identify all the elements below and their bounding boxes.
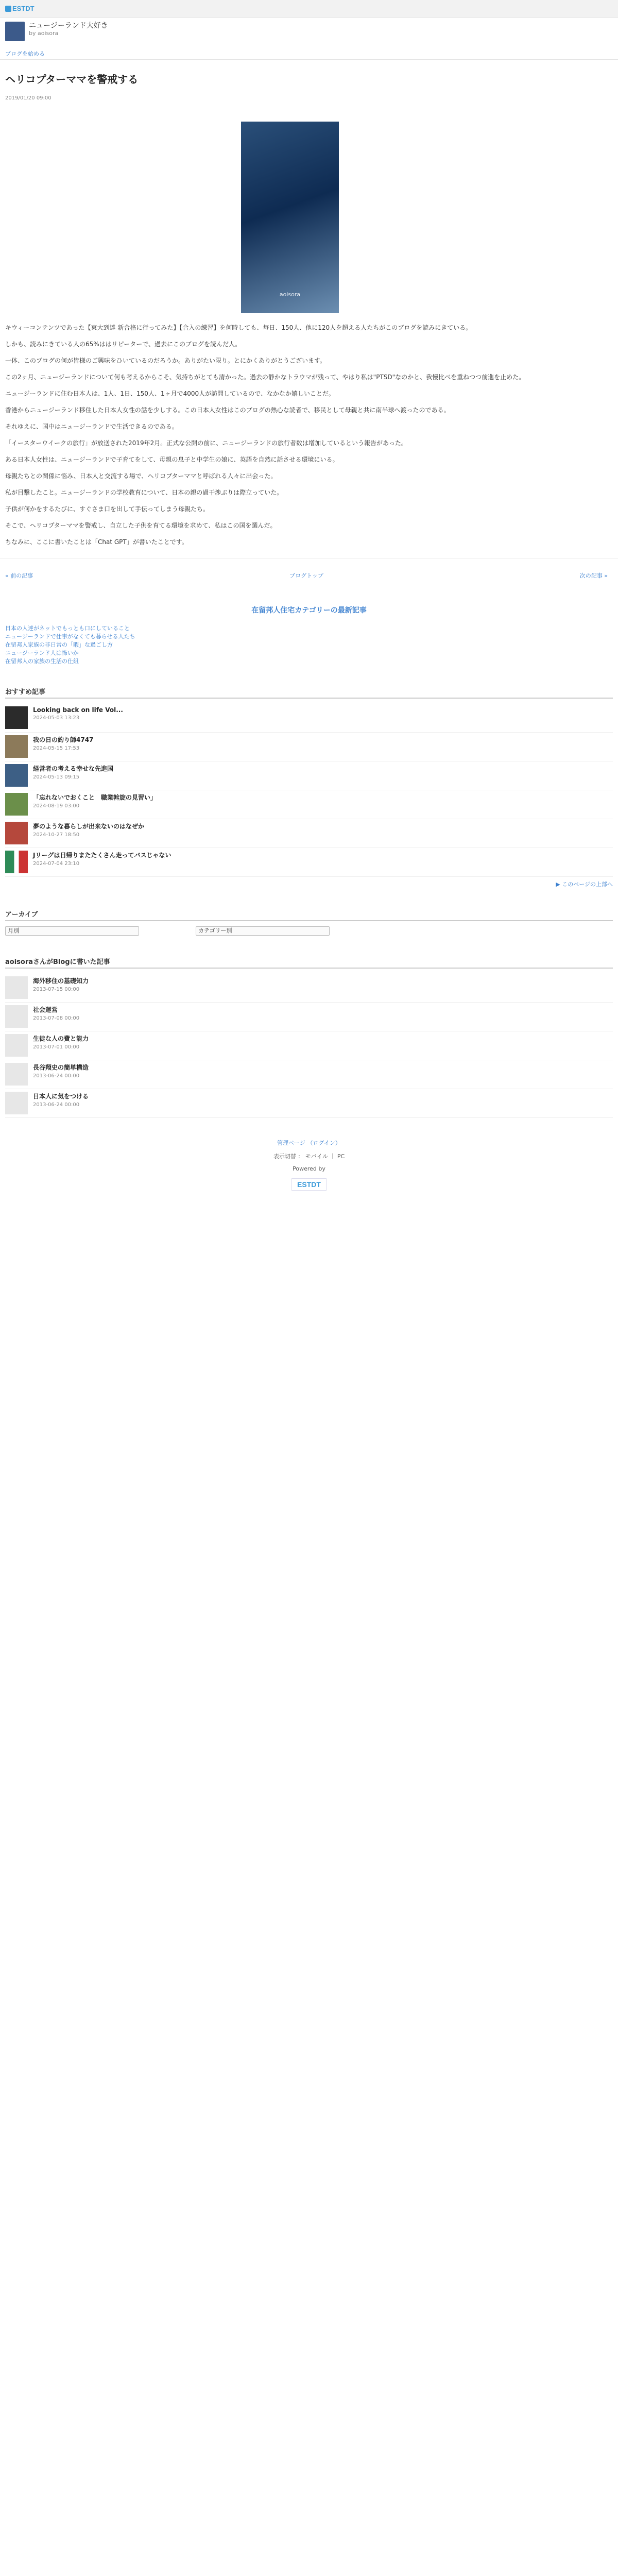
list-item[interactable] (5, 1089, 613, 1118)
category-select[interactable]: カテゴリー別 (196, 926, 330, 936)
archive-section (5, 909, 613, 936)
item-title: Looking back on life Vol... (33, 706, 123, 714)
item-title: 経営者の考える幸せな先進国 (33, 765, 114, 772)
related-item[interactable]: ニュージーランドで仕事がなくても暮らせる人たち (5, 633, 135, 640)
item-date: 2013-07-15 00:00 (33, 987, 80, 992)
logo-text: ESTDT (12, 5, 35, 12)
thumbnail (5, 1092, 28, 1114)
paragraph: 「イースターウイークの旅行」が放送された2019年2月。正式な公開の前に、ニュージーランドの旅行者数は増加しているという報告があった。 (5, 439, 407, 447)
item-date: 2013-06-24 00:00 (33, 1073, 80, 1079)
photo-caption: aoisora (279, 291, 301, 298)
item-date: 2013-07-08 00:00 (33, 1015, 80, 1021)
paragraph: 私が目撃したこと。ニュージーランドの学校教育について、日本の親の過干渉ぶりは際立っていた。 (5, 489, 283, 496)
page-footer (0, 1139, 618, 1191)
display-mode-switch[interactable]: 表示切替 ： モバイル ｜ PC (273, 1153, 345, 1160)
next-post-link[interactable]: 次の記事 » (579, 572, 608, 579)
item-title: 長谷翔史の簡単構造 (33, 1064, 89, 1071)
thumbnail (5, 822, 28, 844)
pager (0, 558, 618, 595)
nav-link-start-blog[interactable]: ブログを始める (0, 49, 618, 60)
item-date: 2024-07-04 23:10 (33, 861, 80, 867)
paragraph: 子供が何かをするたびに、すぐさま口を出して手伝ってしまう母親たち。 (5, 505, 210, 513)
thumbnail (5, 793, 28, 816)
blog-name[interactable]: ニュージーランド大好き (29, 22, 108, 30)
paragraph: 香港からニュージーランド移住した日本人女性の話を少しする。この日本人女性はこのブログの熱心な読者で、移民として母親と共に南半球へ渡ったのである。 (5, 406, 450, 414)
article-title: ヘリコプターママを警戒する (5, 73, 139, 86)
list-item[interactable] (5, 761, 613, 790)
thumbnail (5, 735, 28, 758)
list-item[interactable] (5, 819, 613, 848)
thumbnail (5, 1034, 28, 1057)
admin-login-link[interactable]: 管理ページ （ログイン） (277, 1140, 341, 1146)
recommend-section (5, 686, 613, 888)
site-logo[interactable] (5, 5, 35, 12)
paragraph: ニュージーランドに住む日本人は、1人、1日、150人、1ヶ月で4000人が訪問しているので、なかなか嬉しいことだ。 (5, 390, 335, 397)
archive-title: アーカイブ (5, 909, 613, 921)
paragraph: この2ヶ月、ニュージーランドについて何も考えるからこそ、気持ちがとても清かった。過去の静かなトラウマが残って、やはり私は"PTSD"なのかと、我慢比べを重ねつつ前進を止めた。 (5, 374, 525, 381)
item-title: Jリーグは日帰りまたたくさん走ってバスじゃない (33, 852, 171, 859)
author-posts-section (5, 956, 613, 1118)
related-list (5, 624, 618, 666)
paragraph: しかも、読みにきている人の65%ははリピーターで、過去にこのブログを読んだ人。 (5, 341, 241, 348)
item-date: 2013-06-24 00:00 (33, 1102, 80, 1108)
list-item[interactable] (5, 1060, 613, 1089)
related-item[interactable]: 在留邦人家族の非日常の「暇」な過ごし方 (5, 641, 113, 648)
avatar[interactable] (5, 22, 25, 41)
logo-icon (5, 6, 11, 12)
page-top-link[interactable]: ▶ このページの上部へ (556, 881, 613, 888)
blog-top-link[interactable]: ブログトップ (289, 572, 323, 579)
top-bar (0, 0, 618, 18)
paragraph: ちなみに、ここに書いたことは「Chat GPT」が書いたことです。 (5, 538, 188, 546)
item-title: 夢のような暮らしが出来ないのはなぜか (33, 823, 145, 830)
list-item[interactable] (5, 848, 613, 877)
paragraph: そこで、ヘリコプターママを警戒し、自立した子供を育てる環境を求めて、私はこの国を選んだ。 (5, 522, 277, 529)
related-item[interactable]: 在留邦人の家族の生活の仕組 (5, 658, 79, 665)
item-date: 2024-10-27 18:50 (33, 832, 80, 838)
author-posts-title: aoisoraさんがBlogに書いた記事 (5, 956, 613, 969)
paragraph: それゆえに、国中はニュージーランドで生活できるのである。 (5, 423, 178, 430)
paragraph: 母親たちとの関係に悩み、日本人と交流する場で、ヘリコプターママと呼ばれる人々に出会った。 (5, 472, 277, 480)
article (0, 60, 618, 546)
article-body (5, 324, 613, 546)
thumbnail (5, 1005, 28, 1028)
recommend-title: おすすめ記事 (5, 686, 613, 699)
item-title: 「忘れないでおくこと 職業斡旋の見習い」 (33, 794, 157, 801)
related-item[interactable]: ニュージーランド人は怖いか (5, 650, 79, 656)
article-date: 2019/01/20 09:00 (5, 95, 52, 101)
list-item[interactable] (5, 1031, 613, 1060)
item-title: 我の日の釣り師4747 (33, 736, 94, 743)
blog-header (0, 18, 618, 49)
article-photo (241, 122, 339, 313)
related-heading[interactable]: 在留邦人住宅カテゴリーの最新記事 (251, 606, 367, 615)
list-item[interactable] (5, 704, 613, 733)
paragraph: キウィーコンテンツであった【東大到達 新合格に行ってみた】【合入の練習】を何時しても、毎日、150人、他に120人を超える人たちがこのブログを読みにきている。 (5, 324, 472, 331)
thumbnail (5, 976, 28, 999)
item-title: 海外移住の基礎知力 (33, 977, 89, 985)
list-item[interactable] (5, 790, 613, 819)
list-item[interactable] (5, 1003, 613, 1031)
item-date: 2024-08-19 03:00 (33, 803, 80, 809)
item-date: 2013-07-01 00:00 (33, 1044, 80, 1050)
paragraph: 一体、このブログの何が皆様のご興味をひいているのだろうか。ありがたい限り。とにかくありがとうございます。 (5, 357, 327, 364)
list-item[interactable] (5, 733, 613, 761)
item-title: 日本人に気をつける (33, 1093, 89, 1100)
related-item[interactable]: 日本の人達がネットでもっとも口にしていること (5, 625, 130, 632)
item-title: 生徒な人の費と能力 (33, 1035, 89, 1042)
blog-author[interactable]: by aoisora (29, 30, 59, 37)
item-title: 社会運営 (33, 1006, 58, 1013)
thumbnail (5, 764, 28, 787)
month-select[interactable]: 月別 (5, 926, 139, 936)
item-date: 2024-05-15 17:53 (33, 745, 80, 751)
footer-logo[interactable]: ESTDT (291, 1178, 327, 1191)
paragraph: ある日本人女性は、ニュージーランドで子育てをして、母親の息子と中学生の娘に、英語を自然に話させる環境にいる。 (5, 456, 339, 463)
powered-by: Powered by (293, 1165, 325, 1172)
item-date: 2024-05-13 09:15 (33, 774, 80, 780)
thumbnail (5, 851, 28, 873)
thumbnail (5, 706, 28, 729)
thumbnail (5, 1063, 28, 1086)
prev-post-link[interactable]: « 前の記事 (5, 572, 33, 579)
item-date: 2024-05-03 13:23 (33, 715, 80, 721)
list-item[interactable] (5, 974, 613, 1003)
